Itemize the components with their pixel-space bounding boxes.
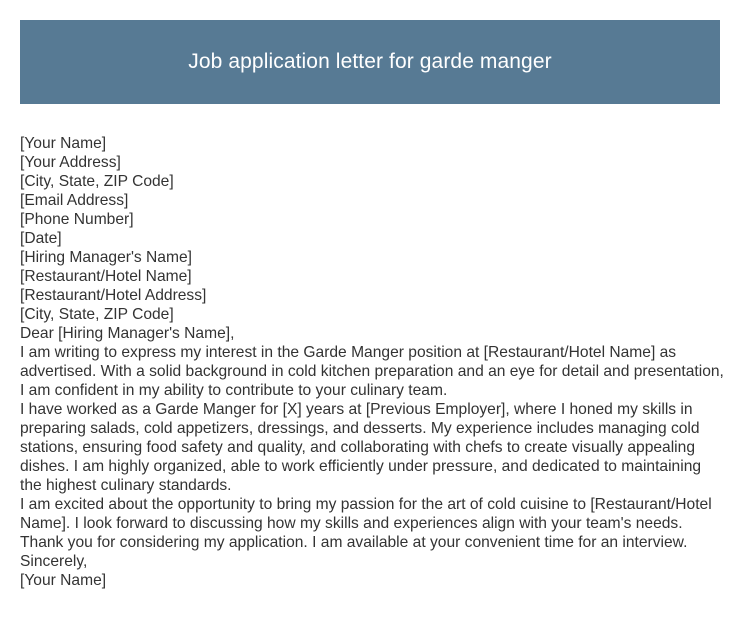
sender-phone: [Phone Number] <box>20 211 134 228</box>
sender-address: [Your Address] <box>20 154 121 171</box>
closing: Sincerely, <box>20 553 88 570</box>
paragraph-intro: I am writing to express my interest in the Garde Manger position at [Restaurant/Hotel Name] as advertised. With a solid background in cold kitchen preparation and an eye for detail and presentation, I am confident in my ability to contribute to your culinary team. <box>20 344 724 399</box>
document-header <box>20 20 720 104</box>
signature: [Your Name] <box>20 572 107 589</box>
sender-email: [Email Address] <box>20 192 129 209</box>
document-title: Job application letter for garde manger <box>188 50 552 73</box>
recipient-company: [Restaurant/Hotel Name] <box>20 268 192 285</box>
recipient-city: [City, State, ZIP Code] <box>20 306 174 323</box>
paragraph-thanks: Thank you for considering my application. I am available at your convenient time for an interview. <box>20 534 688 551</box>
letter-body <box>20 134 726 590</box>
recipient-name: [Hiring Manager's Name] <box>20 249 192 266</box>
paragraph-experience: I have worked as a Garde Manger for [X] years at [Previous Employer], where I honed my skills in preparing salads, cold appetizers, dressings, and desserts. My experience includes managing cold stations, ensuring food safety and quality, and collaborating with chefs to create visually appealing dishes. I am highly organized, able to work efficiently under pressure, and dedicated to maintaining the highest culinary standards. <box>20 401 702 494</box>
paragraph-motivation: I am excited about the opportunity to bring my passion for the art of cold cuisine to [Restaurant/Hotel Name]. I look forward to discussing how my skills and experiences align with your team's needs. <box>20 496 712 532</box>
salutation: Dear [Hiring Manager's Name], <box>20 325 235 342</box>
recipient-address: [Restaurant/Hotel Address] <box>20 287 207 304</box>
sender-name: [Your Name] <box>20 135 107 152</box>
sender-city: [City, State, ZIP Code] <box>20 173 174 190</box>
letter-date: [Date] <box>20 230 62 247</box>
